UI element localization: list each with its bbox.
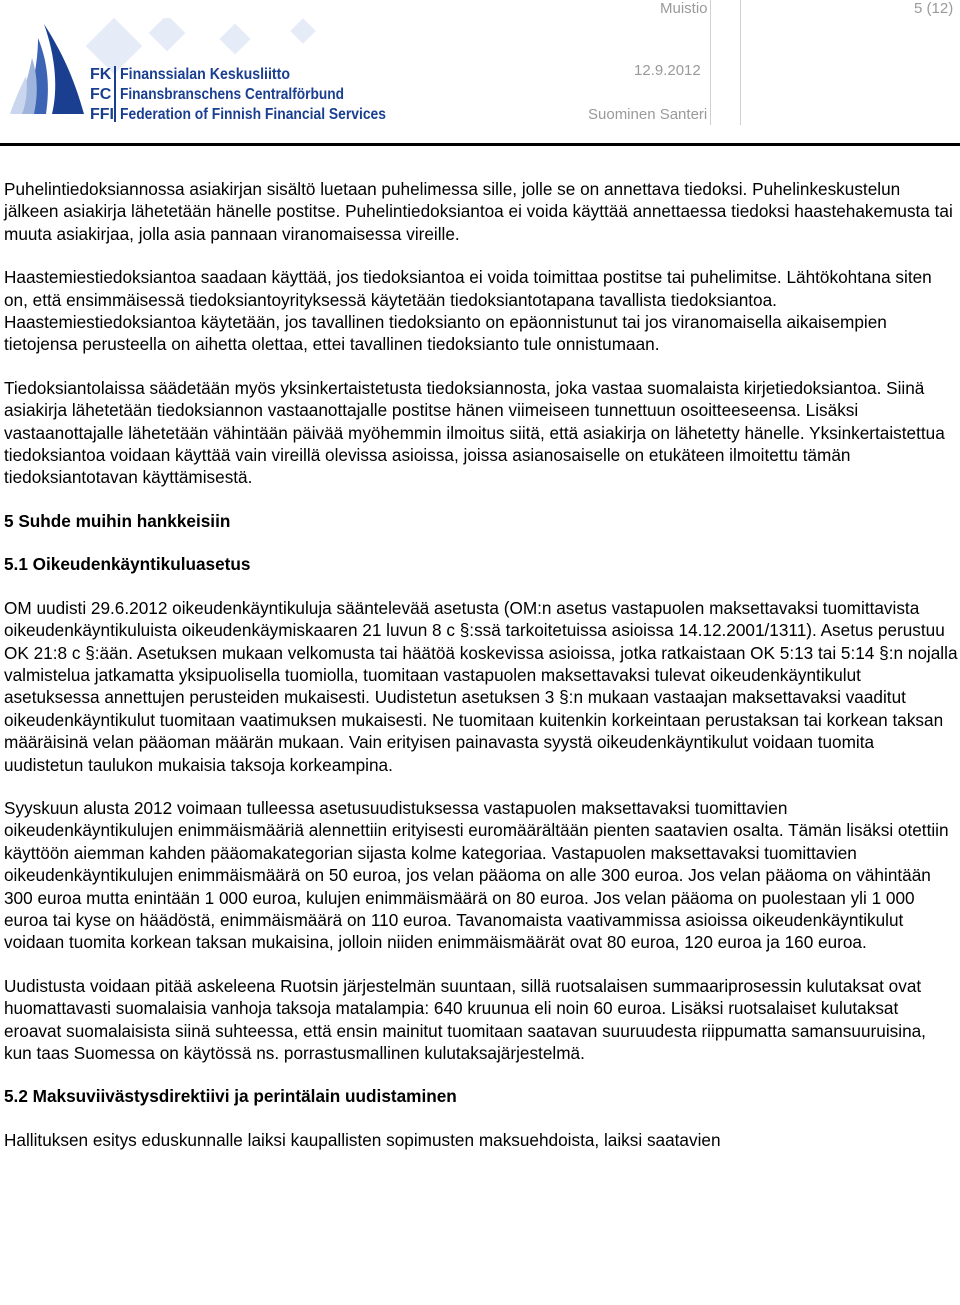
document-date: 12.9.2012 (634, 62, 701, 79)
paragraph: Uudistusta voidaan pitää askeleena Ruotsin järjestelmän suuntaan, sillä ruotsalaisen summaariprosessin kulutaksat ovat huomattavasti suomalaisia vanhoja taksoja matalampia: 640 kruunua eli noin 60 euroa. Lisäksi ruotsalaiset kulutaksat eroavat suomalaisista siinä suhteessa, että ensin mainitut tuomitaan saatavan suuruudesta riippumatta samansuuruisina, kun taas Suomessa on käytössä ns. porrastusmallinen kulutaksajärjestelmä. (4, 975, 926, 1063)
logo-divider (114, 66, 116, 122)
paragraph: Haastemiestiedoksiantoa saadaan käyttää, jos tiedoksiantoa ei voida toimittaa postitse tai puhelimitse. Lähtökohtana siten on, että ensimmäisessä tiedoksiantoyrityksessä käytetään tiedoksiantotapana tavallista tiedoksiantoa. Haastemiestiedoksiantoa käytetään, jos tavallinen tiedoksianto on epäonnistunut tai jos viranomaisella aikaisempien tietojensa perusteella on aihetta olettaa, ettei tavallinen tiedoksianto tule onnistumaan. (4, 267, 932, 355)
logo-name-sv: Finansbranschens Centralförbund (120, 86, 344, 103)
logo-name-en: Federation of Finnish Financial Services (120, 106, 386, 123)
ffi-logo (4, 18, 404, 126)
ffi-logo-graphic (4, 18, 404, 126)
paragraph: OM uudisti 29.6.2012 oikeudenkäyntikuluja sääntelevää asetusta (OM:n asetus vastapuolen maksettavaksi tuomittavista oikeudenkäyntikuluista oikeudenkäymiskaaren 21 luvun 8 c §:ssä tarkoitetuissa asioissa 14.12.2001/1311). Asetus perustuu OK 21:8 c §:ään. Asetuksen mukaan velkomusta tai häätöä koskevissa asioissa, jotka ratkaistaan OK 5:13 tai 5:14 §:n nojalla valmistelua jatkamatta yksipuolisella tuomiolla, tuomitaan vastapuolen maksettavaksi tulevat oikeudenkäyntikulut asetuksessa annettujen perusteiden mukaisesti. Uudistetun asetuksen 3 §:n mukaan vastaajan maksettavaksi vaaditut oikeudenkäyntikulut tuomitaan vaatimuksen mukaisesti. Ne tuomitaan kuitenkin korkeintaan perustaksan tai korkean taksan määräisinä velan pääoman määrän mukaan. Vain erityisen painavasta syystä oikeudenkäyntikulut voidaan tuomita uudistetun taulukon mukaisia taksoja korkeampina. (4, 597, 958, 775)
paragraph: Puhelintiedoksiannossa asiakirjan sisältö luetaan puhelimessa sille, jolle se on annettava tiedoksi. Puhelinkeskustelun jälkeen asiakirja lähetetään hänelle postitse. Puhelintiedoksiantoa ei voida käyttää annettaessa tiedoksi haastehakemusta tai muuta asiakirjaa, jolla asia pannaan viranomaisessa vireille. (4, 179, 953, 244)
logo-abbr-fk: FK (90, 66, 112, 83)
document-body (4, 178, 958, 1172)
page-number: 5 (12) (914, 0, 954, 17)
paragraph: Hallituksen esitys eduskunnalle laiksi kaupallisten sopimusten maksuehdoista, laiksi saatavien (4, 1129, 721, 1150)
document-author: Suominen Santeri (588, 106, 708, 123)
paragraph: Tiedoksiantolaissa säädetään myös yksinkertaistetusta tiedoksiannosta, joka vastaa suomalaista kirjetiedoksiantoa. Siinä asiakirja lähetetään tiedoksiannon vastaanottajalle postitse hänen viimeiseen tunnettuun osoitteeseensa. Lisäksi vastaanottajalle lähetetään vähintään päivää myöhemmin ilmoitus siitä, että asiakirja on lähetetty hänelle. Yksinkertaistettua tiedoksiantoa voidaan käyttää vain vireillä olevissa asioissa, joissa asianosaiselle on etukäteen ilmoitettu tämän tiedoksiantotavan käyttämisestä. (4, 377, 945, 488)
section-heading: 5 Suhde muihin hankkeisiin (4, 510, 231, 531)
header-page-column (740, 0, 959, 125)
document-type: Muistio (660, 0, 708, 17)
logo-abbr-ffi: FFI (90, 106, 114, 123)
subsection-heading: 5.2 Maksuviivästysdirektiivi ja perintälain uudistaminen (4, 1086, 457, 1107)
logo-abbr-fc: FC (90, 86, 112, 103)
logo-name-fi: Finanssialan Keskusliitto (120, 66, 290, 83)
page-header (0, 0, 960, 148)
header-rule (0, 143, 960, 146)
paragraph: Syyskuun alusta 2012 voimaan tulleessa asetusuudistuksessa vastapuolen maksettavaksi tuomittavien oikeudenkäyntikulujen enimmäismääriä alennettiin erityisesti euromäärältään pienten saatavien osalta. Tämän lisäksi otettiin käyttöön aiemman kahden pääomakategorian sijasta kolme kategoriaa. Vastapuolen maksettavaksi tuomittavien oikeudenkäyntikulujen enimmäismäärä on 50 euroa, jos velan pääoma on alle 300 euroa. Jos velan pääoma on vähintään 300 euroa mutta enintään 1 000 euroa, kulujen enimmäismäärä on 80 euroa. Jos velan pääoma on puolestaan yli 1 000 euroa tai kyse on häädöstä, enimmäismäärä on 110 euroa. Tavanomaista vaativammissa asioissa oikeudenkäyntikulut voidaan tuomita korkean taksan mukaisina, jolloin niiden enimmäismäärät ovat 80 euroa, 120 euroa ja 160 euroa. (4, 797, 949, 953)
subsection-heading: 5.1 Oikeudenkäyntikuluasetus (4, 554, 251, 575)
